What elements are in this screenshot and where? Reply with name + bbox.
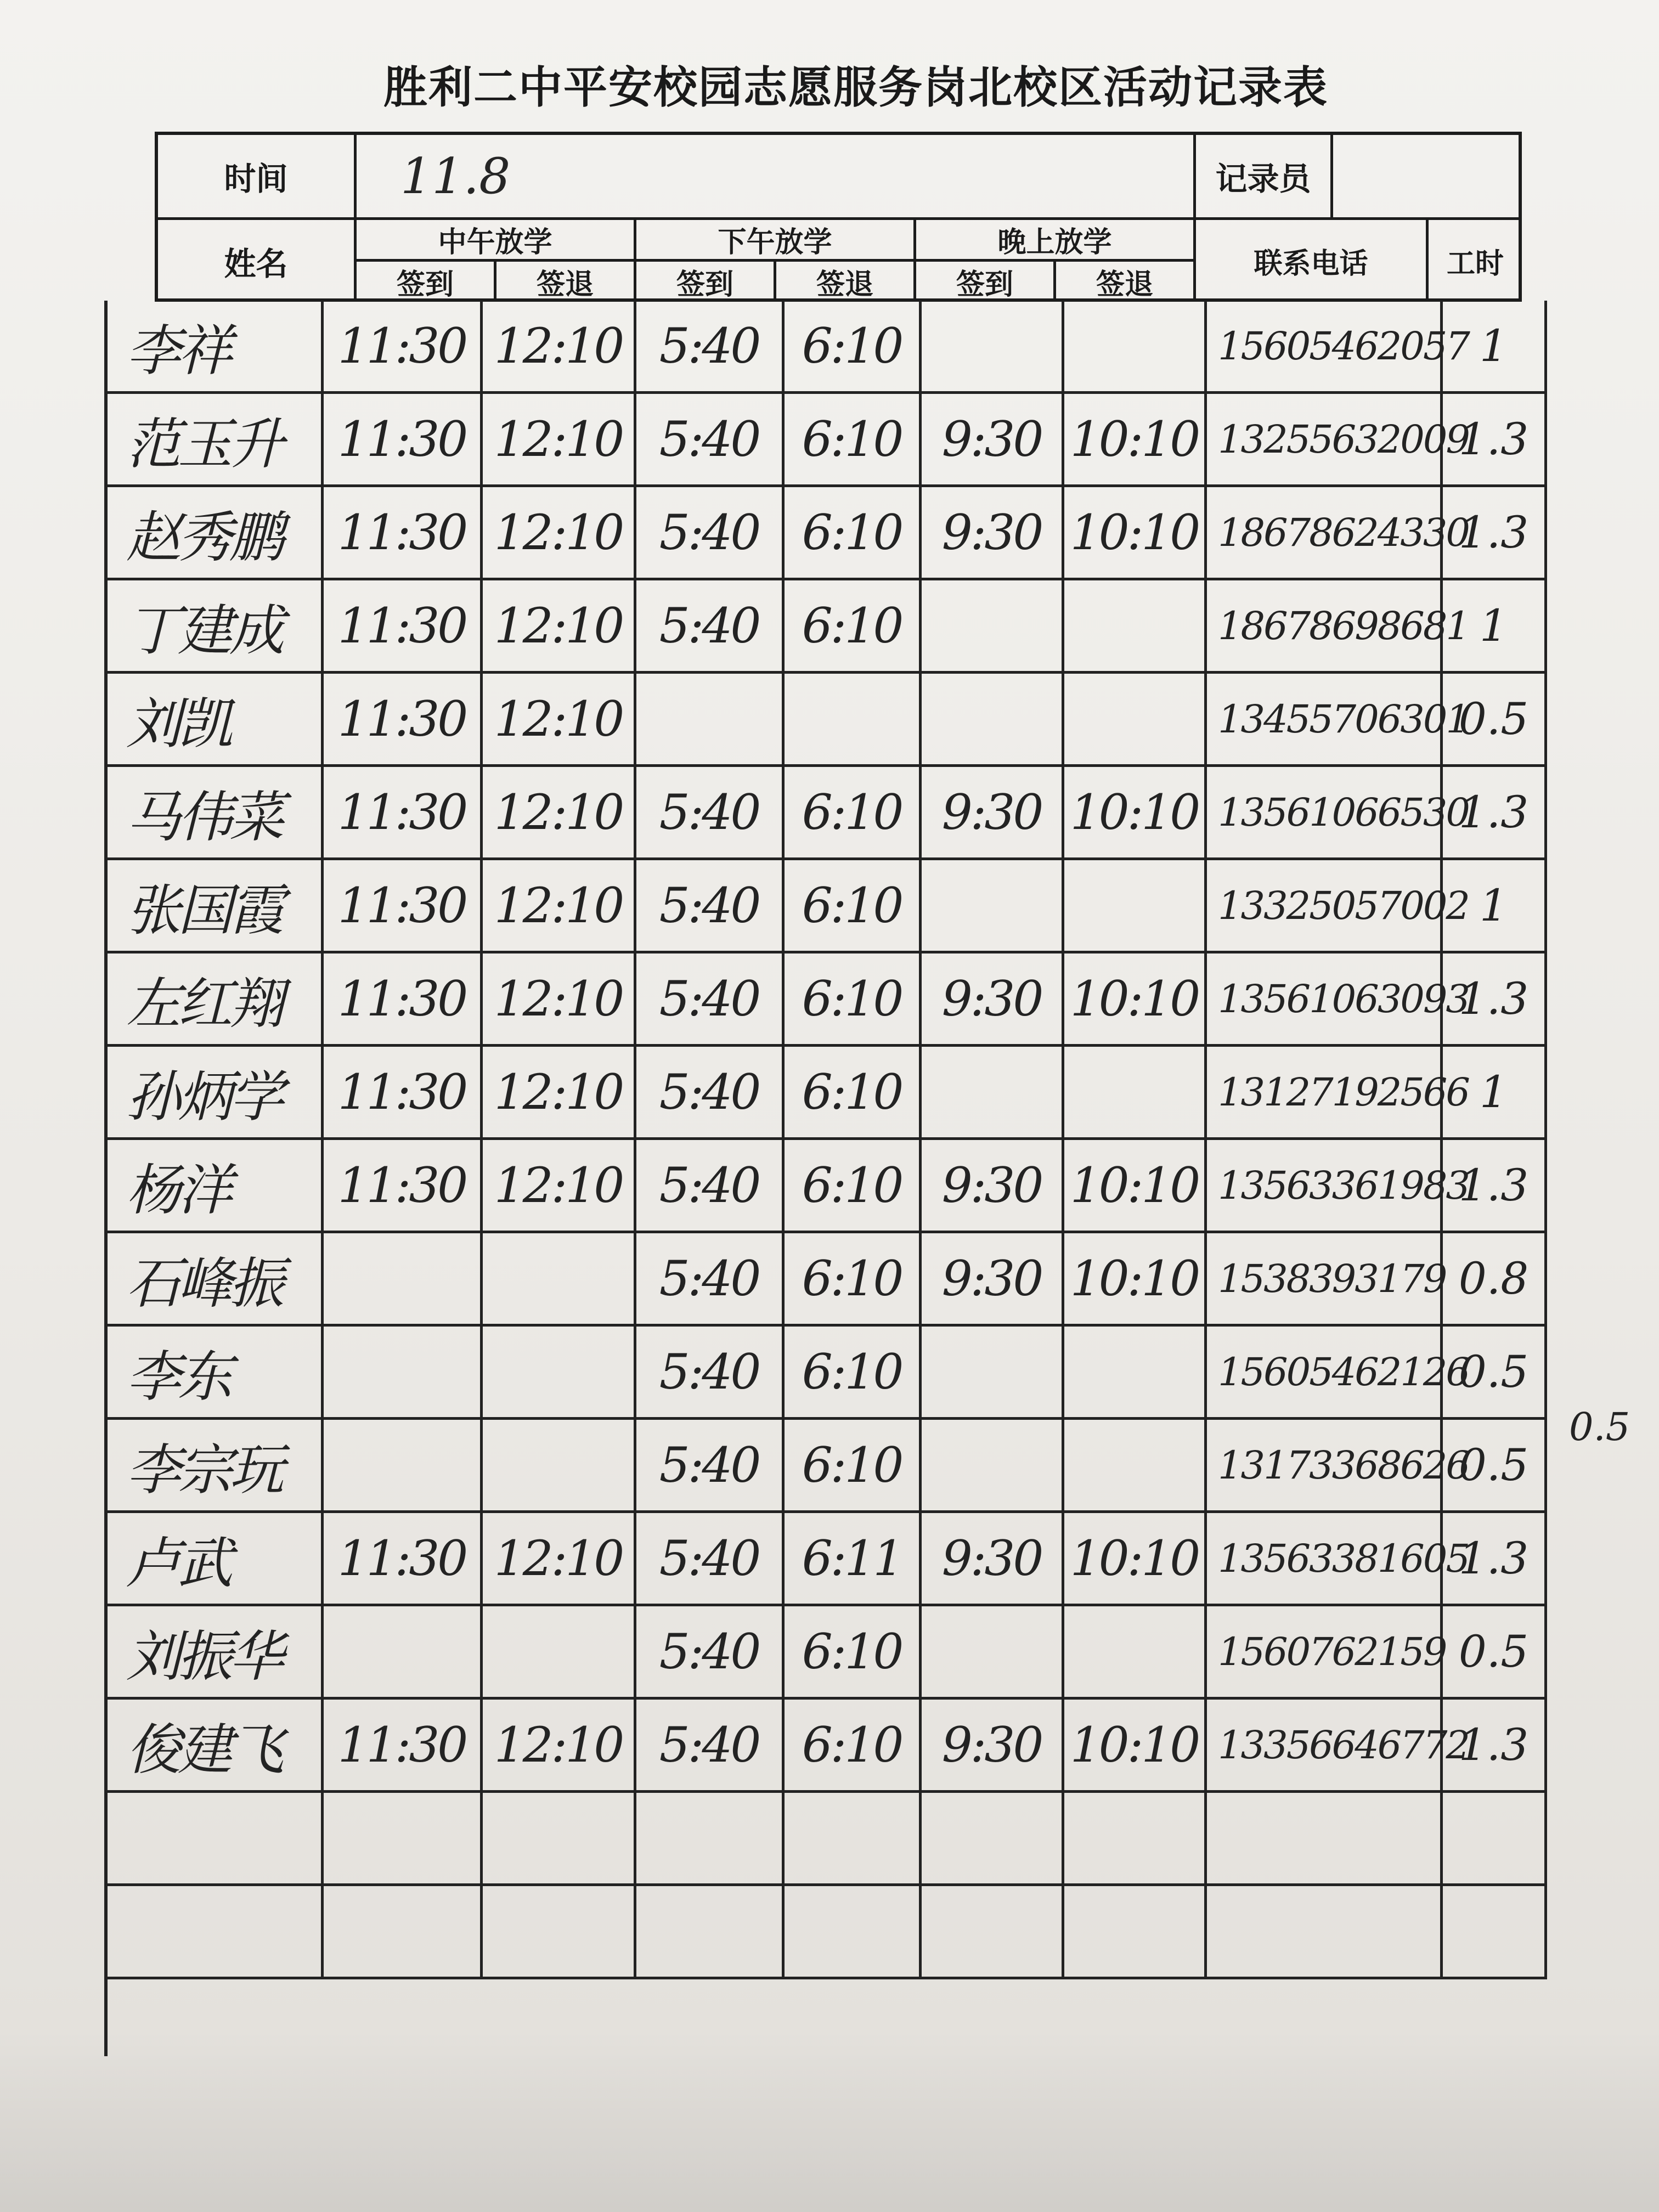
cell-pm-out: 6:10 — [785, 1233, 922, 1327]
cell-name: 左红翔 — [104, 953, 324, 1047]
cell-hours: 1 — [1443, 301, 1547, 394]
cell-noon-in — [324, 1327, 483, 1420]
cell-name: 李祥 — [104, 301, 324, 394]
cell-noon-in — [324, 1793, 483, 1886]
cell-eve-in: 9:30 — [922, 1140, 1064, 1233]
cell-pm-out: 6:10 — [785, 394, 922, 487]
cell-eve-out: 10:10 — [1064, 1700, 1207, 1793]
cell-hours — [1443, 1793, 1547, 1886]
cell-phone: 1560762159 — [1207, 1606, 1443, 1700]
cell-hours: 0.5 — [1443, 674, 1547, 767]
cell-eve-out: 10:10 — [1064, 1233, 1207, 1327]
cell-noon-in: 11:30 — [324, 1047, 483, 1140]
cell-name: 丁建成 — [104, 580, 324, 674]
cell-phone: 13455706301 — [1207, 674, 1443, 767]
cell-noon-out: 12:10 — [483, 1700, 636, 1793]
cell-hours — [1443, 1886, 1547, 1979]
cell-pm-in — [636, 674, 785, 767]
cell-noon-in: 11:30 — [324, 1700, 483, 1793]
cell-eve-in: 9:30 — [922, 1233, 1064, 1327]
cell-noon-out: 12:10 — [483, 301, 636, 394]
cell-phone: 13325057002 — [1207, 860, 1443, 953]
table-row — [104, 301, 1553, 394]
cell-eve-out — [1064, 580, 1207, 674]
cell-pm-out: 6:10 — [785, 1140, 922, 1233]
cell-noon-in — [324, 1233, 483, 1327]
afternoon-out-label: 签退 — [776, 262, 916, 302]
cell-eve-in — [922, 1327, 1064, 1420]
cell-noon-in: 11:30 — [324, 1513, 483, 1606]
cell-noon-in: 11:30 — [324, 1140, 483, 1233]
cell-eve-out: 10:10 — [1064, 487, 1207, 580]
cell-eve-out: 10:10 — [1064, 767, 1207, 860]
hours-label: 工时 — [1446, 247, 1504, 280]
cell-name: 刘凯 — [104, 674, 324, 767]
cell-noon-in: 11:30 — [324, 860, 483, 953]
cell-pm-in — [636, 1793, 785, 1886]
cell-name: 李宗玩 — [104, 1420, 324, 1513]
header-grid — [155, 132, 1522, 302]
cell-pm-out: 6:10 — [785, 1700, 922, 1793]
cell-pm-out — [785, 1793, 922, 1886]
cell-pm-in: 5:40 — [636, 394, 785, 487]
margin-note: 0.5 — [1569, 1404, 1630, 1449]
cell-phone: 18678698681 — [1207, 580, 1443, 674]
cell-pm-in: 5:40 — [636, 1606, 785, 1700]
cell-phone — [1207, 1886, 1443, 1979]
cell-noon-in: 11:30 — [324, 487, 483, 580]
recorder-label: 记录员 — [1196, 135, 1333, 220]
cell-noon-in: 11:30 — [324, 674, 483, 767]
cell-hours: 1.3 — [1443, 394, 1547, 487]
cell-eve-out: 10:10 — [1064, 953, 1207, 1047]
cell-eve-in — [922, 860, 1064, 953]
cell-noon-out: 12:10 — [483, 767, 636, 860]
cell-pm-in: 5:40 — [636, 1327, 785, 1420]
group-afternoon-label: 下午放学 — [636, 220, 916, 262]
cell-eve-in — [922, 1606, 1064, 1700]
cell-noon-in — [324, 1606, 483, 1700]
cell-hours: 1.3 — [1443, 767, 1547, 860]
cell-eve-out — [1064, 1886, 1207, 1979]
cell-pm-out: 6:10 — [785, 860, 922, 953]
cell-eve-in — [922, 301, 1064, 394]
cell-eve-out — [1064, 1327, 1207, 1420]
cell-eve-in: 9:30 — [922, 394, 1064, 487]
cell-eve-out: 10:10 — [1064, 394, 1207, 487]
cell-hours: 0.5 — [1443, 1327, 1547, 1420]
cell-noon-out: 12:10 — [483, 953, 636, 1047]
cell-hours: 1 — [1443, 860, 1547, 953]
cell-pm-out: 6:10 — [785, 1606, 922, 1700]
cell-eve-in: 9:30 — [922, 1700, 1064, 1793]
cell-pm-in: 5:40 — [636, 1700, 785, 1793]
cell-pm-in: 5:40 — [636, 1233, 785, 1327]
cell-hours: 1 — [1443, 580, 1547, 674]
cell-noon-in — [324, 1420, 483, 1513]
table-row — [104, 1047, 1553, 1140]
cell-pm-out: 6:10 — [785, 301, 922, 394]
cell-noon-out — [483, 1327, 636, 1420]
noon-in-label: 签到 — [357, 262, 496, 302]
cell-noon-in: 11:30 — [324, 580, 483, 674]
cell-name: 李东 — [104, 1327, 324, 1420]
cell-hours: 0.5 — [1443, 1420, 1547, 1513]
cell-noon-out: 12:10 — [483, 580, 636, 674]
cell-eve-in: 9:30 — [922, 953, 1064, 1047]
cell-hours: 1 — [1443, 1047, 1547, 1140]
cell-name: 杨洋 — [104, 1140, 324, 1233]
cell-eve-out: 10:10 — [1064, 1140, 1207, 1233]
cell-eve-in — [922, 1793, 1064, 1886]
table-row — [104, 580, 1553, 674]
photo-shadow — [0, 2030, 1659, 2212]
cell-eve-out — [1064, 860, 1207, 953]
table-row — [104, 953, 1553, 1047]
cell-name — [104, 1886, 324, 1979]
table-row — [104, 1140, 1553, 1233]
table-row — [104, 767, 1553, 860]
cell-hours: 1.3 — [1443, 953, 1547, 1047]
cell-phone: 13173368626 — [1207, 1420, 1443, 1513]
noon-out-label: 签退 — [496, 262, 636, 302]
cell-pm-out: 6:10 — [785, 1327, 922, 1420]
cell-name: 孙炳学 — [104, 1047, 324, 1140]
cell-pm-in: 5:40 — [636, 1513, 785, 1606]
phone-label: 联系电话 — [1196, 220, 1429, 302]
table-row — [104, 1793, 1553, 1886]
cell-noon-out — [483, 1886, 636, 1979]
cell-noon-in — [324, 1886, 483, 1979]
cell-eve-out — [1064, 1420, 1207, 1513]
cell-eve-in: 9:30 — [922, 767, 1064, 860]
cell-phone: 13561063093 — [1207, 953, 1443, 1047]
cell-phone: 13127192566 — [1207, 1047, 1443, 1140]
table-row — [104, 1886, 1553, 1979]
cell-eve-out: 10:10 — [1064, 1513, 1207, 1606]
cell-phone: 15605462057 — [1207, 301, 1443, 394]
cell-hours: 0.8 — [1443, 1233, 1547, 1327]
cell-eve-in — [922, 674, 1064, 767]
cell-name: 马伟菜 — [104, 767, 324, 860]
cell-pm-in: 5:40 — [636, 1140, 785, 1233]
cell-name: 俊建飞 — [104, 1700, 324, 1793]
table-row — [104, 674, 1553, 767]
table-row — [104, 1233, 1553, 1327]
cell-pm-in: 5:40 — [636, 580, 785, 674]
cell-phone: 1538393179 — [1207, 1233, 1443, 1327]
cell-eve-in — [922, 1420, 1064, 1513]
cell-eve-out — [1064, 1047, 1207, 1140]
time-label: 时间 — [158, 135, 357, 220]
cell-pm-in — [636, 1886, 785, 1979]
table-row — [104, 1606, 1553, 1700]
cell-noon-in: 11:30 — [324, 394, 483, 487]
table-row — [104, 1327, 1553, 1420]
cell-pm-out: 6:10 — [785, 953, 922, 1047]
cell-pm-in: 5:40 — [636, 1047, 785, 1140]
cell-name: 张国霞 — [104, 860, 324, 953]
cell-noon-out — [483, 1233, 636, 1327]
cell-noon-out: 12:10 — [483, 1513, 636, 1606]
cell-noon-out: 12:10 — [483, 674, 636, 767]
cell-noon-in: 11:30 — [324, 953, 483, 1047]
table-row — [104, 1420, 1553, 1513]
cell-hours: 1.3 — [1443, 1513, 1547, 1606]
cell-noon-out — [483, 1793, 636, 1886]
table-row — [104, 394, 1553, 487]
cell-eve-out — [1064, 1606, 1207, 1700]
cell-name — [104, 1793, 324, 1886]
cell-noon-out — [483, 1606, 636, 1700]
cell-eve-in — [922, 1886, 1064, 1979]
group-noon-label: 中午放学 — [357, 220, 636, 262]
cell-phone — [1207, 1793, 1443, 1886]
table-row — [104, 1700, 1553, 1793]
cell-noon-out: 12:10 — [483, 1047, 636, 1140]
cell-pm-out: 6:10 — [785, 767, 922, 860]
cell-eve-in: 9:30 — [922, 1513, 1064, 1606]
cell-hours: 1.3 — [1443, 1140, 1547, 1233]
cell-eve-out — [1064, 674, 1207, 767]
cell-eve-out — [1064, 1793, 1207, 1886]
cell-phone: 15605462126 — [1207, 1327, 1443, 1420]
cell-pm-out — [785, 674, 922, 767]
cell-noon-out: 12:10 — [483, 394, 636, 487]
cell-name: 赵秀鹏 — [104, 487, 324, 580]
table-row — [104, 1513, 1553, 1606]
cell-pm-in: 5:40 — [636, 953, 785, 1047]
recorder-value — [1333, 135, 1522, 220]
form-title: 胜利二中平安校园志愿服务岗北校区活动记录表 — [383, 62, 1328, 113]
cell-pm-out: 6:11 — [785, 1513, 922, 1606]
cell-name: 范玉升 — [104, 394, 324, 487]
afternoon-in-label: 签到 — [636, 262, 776, 302]
evening-out-label: 签退 — [1056, 262, 1196, 302]
group-evening-label: 晚上放学 — [916, 220, 1196, 262]
cell-hours: 0.5 — [1443, 1606, 1547, 1700]
cell-pm-in: 5:40 — [636, 860, 785, 953]
cell-pm-in: 5:40 — [636, 301, 785, 394]
cell-noon-out: 12:10 — [483, 487, 636, 580]
cell-noon-out: 12:10 — [483, 1140, 636, 1233]
cell-phone: 13561066530 — [1207, 767, 1443, 860]
cell-eve-in — [922, 1047, 1064, 1140]
cell-pm-in: 5:40 — [636, 1420, 785, 1513]
cell-hours: 1.3 — [1443, 1700, 1547, 1793]
cell-phone: 13356646772 — [1207, 1700, 1443, 1793]
cell-pm-out — [785, 1886, 922, 1979]
cell-eve-in: 9:30 — [922, 487, 1064, 580]
cell-pm-out: 6:10 — [785, 1420, 922, 1513]
record-table — [104, 301, 1553, 2056]
time-value: 11.8 — [357, 135, 1196, 220]
evening-in-label: 签到 — [916, 262, 1056, 302]
cell-pm-out: 6:10 — [785, 487, 922, 580]
cell-noon-out: 12:10 — [483, 860, 636, 953]
cell-pm-out: 6:10 — [785, 580, 922, 674]
cell-eve-out — [1064, 301, 1207, 394]
cell-phone: 13563381605 — [1207, 1513, 1443, 1606]
cell-pm-in: 5:40 — [636, 487, 785, 580]
cell-noon-in: 11:30 — [324, 301, 483, 394]
table-row — [104, 487, 1553, 580]
name-label: 姓名 — [158, 220, 357, 302]
cell-eve-in — [922, 580, 1064, 674]
cell-pm-out: 6:10 — [785, 1047, 922, 1140]
cell-noon-in: 11:30 — [324, 767, 483, 860]
cell-name: 卢武 — [104, 1513, 324, 1606]
cell-phone: 13563361983 — [1207, 1140, 1443, 1233]
table-row — [104, 860, 1553, 953]
cell-noon-out — [483, 1420, 636, 1513]
cell-hours: 1.3 — [1443, 487, 1547, 580]
cell-name: 刘振华 — [104, 1606, 324, 1700]
cell-name: 石峰振 — [104, 1233, 324, 1327]
cell-phone: 13255632009 — [1207, 394, 1443, 487]
cell-phone: 18678624330 — [1207, 487, 1443, 580]
cell-pm-in: 5:40 — [636, 767, 785, 860]
